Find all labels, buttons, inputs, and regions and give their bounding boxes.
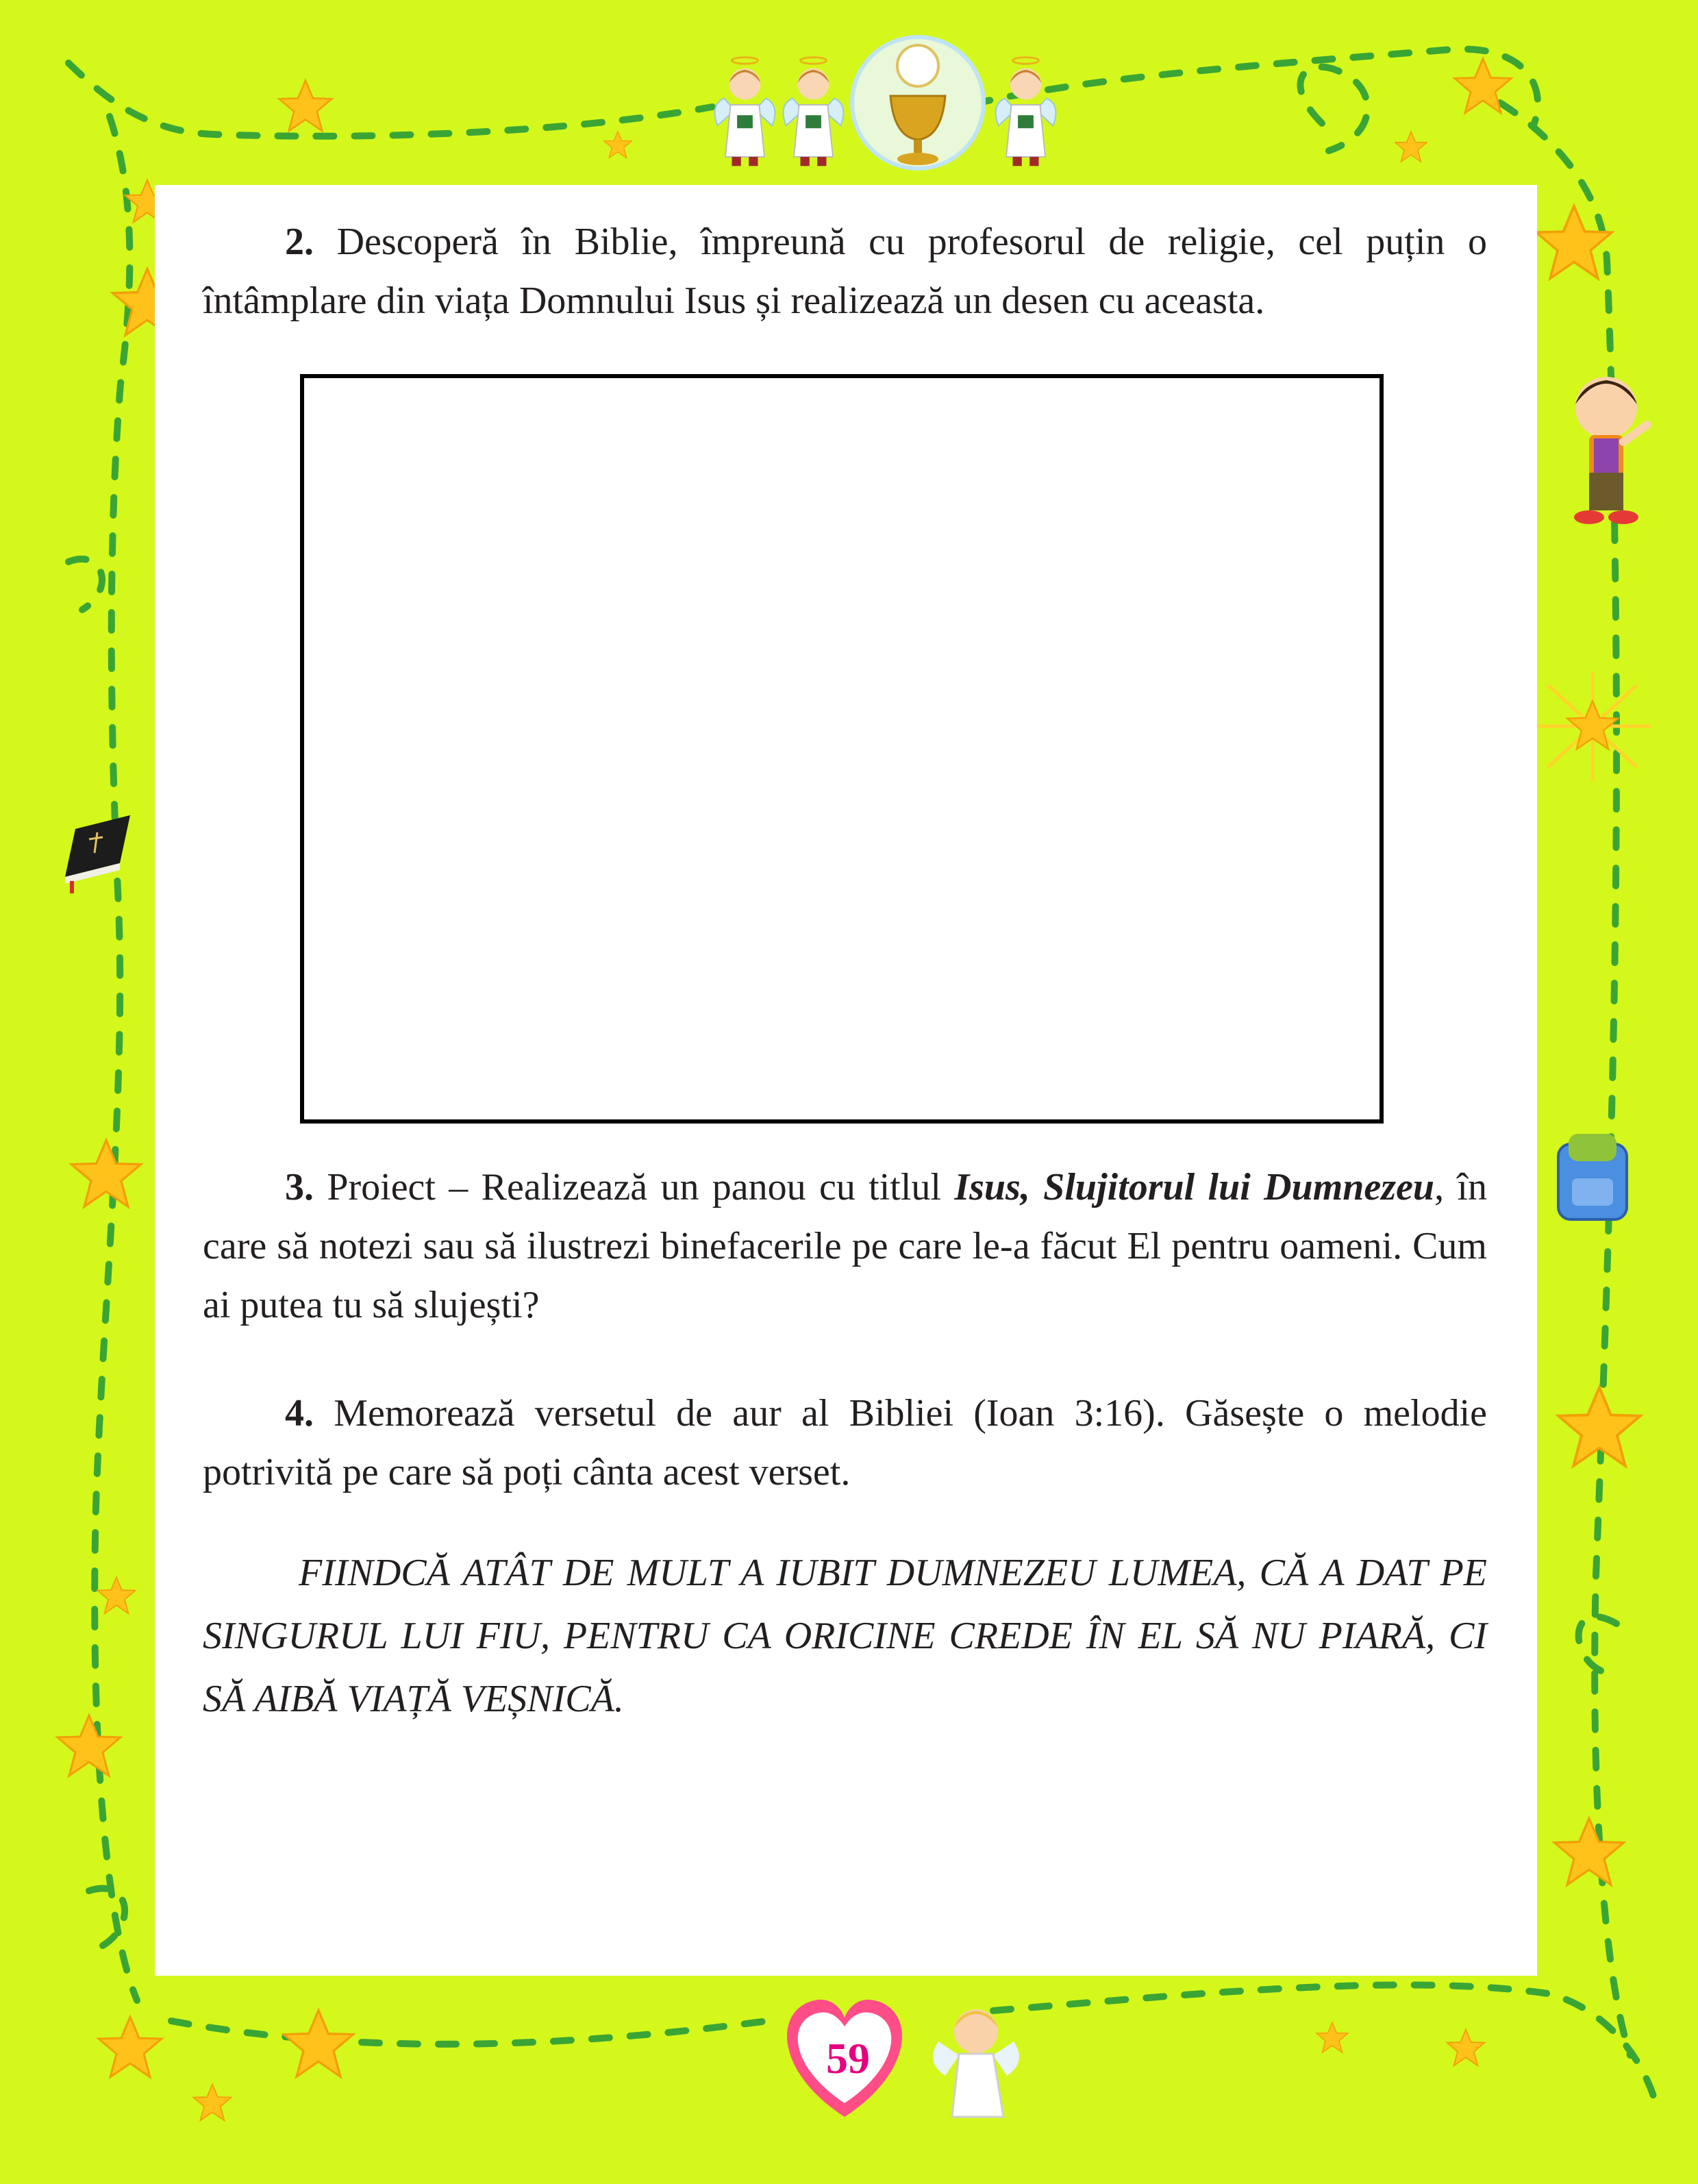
task-3-text-before: Proiect – Realizează un panou cu titlul — [314, 1166, 955, 1208]
golden-verse — [203, 1541, 1487, 1730]
golden-verse-text: FIINDCĂ ATÂT DE MULT A IUBIT DUMNEZEU LUMEA, CĂ A DAT PE SINGURUL LUI FIU, PENTRU CA ORICINE CREDE ÎN EL SĂ NU PIARĂ, CI SĂ AIBĂ VIAȚĂ VEȘNICĂ. — [203, 1552, 1487, 1720]
task-2-number: 2. — [285, 221, 314, 263]
panel-title: Isus, Slujitorul lui Dumnezeu — [954, 1166, 1435, 1208]
task-4 — [203, 1384, 1487, 1502]
chalice-icon — [852, 37, 984, 169]
task-4-number: 4. — [285, 1392, 314, 1435]
praying-angel-icon — [933, 2009, 1019, 2117]
page-number: 59 — [826, 2034, 870, 2083]
task-4-text: Memorează versetul de aur al Bibliei (Ioan 3:16). Găsește o melodie potrivită pe care să poți cânta acest verset. — [203, 1392, 1487, 1493]
backpack-icon — [1558, 1134, 1627, 1219]
content-panel — [155, 185, 1537, 1976]
task-2-text: Descoperă în Biblie, împreună cu profesorul de religie, cel puțin o întâmplare din viața Domnului Isus și realizează un desen cu aceasta. — [203, 221, 1487, 322]
boy-icon — [1574, 377, 1647, 524]
task-3-number: 3. — [285, 1166, 314, 1208]
task-3 — [203, 1158, 1487, 1335]
task-2 — [203, 212, 1487, 330]
task-3-text-after: , în care să notezi sau să ilustrezi binefacerile pe care le-a făcut El pentru oameni. Cum ai putea tu să slujești? — [203, 1166, 1487, 1326]
drawing-box[interactable] — [300, 374, 1384, 1124]
